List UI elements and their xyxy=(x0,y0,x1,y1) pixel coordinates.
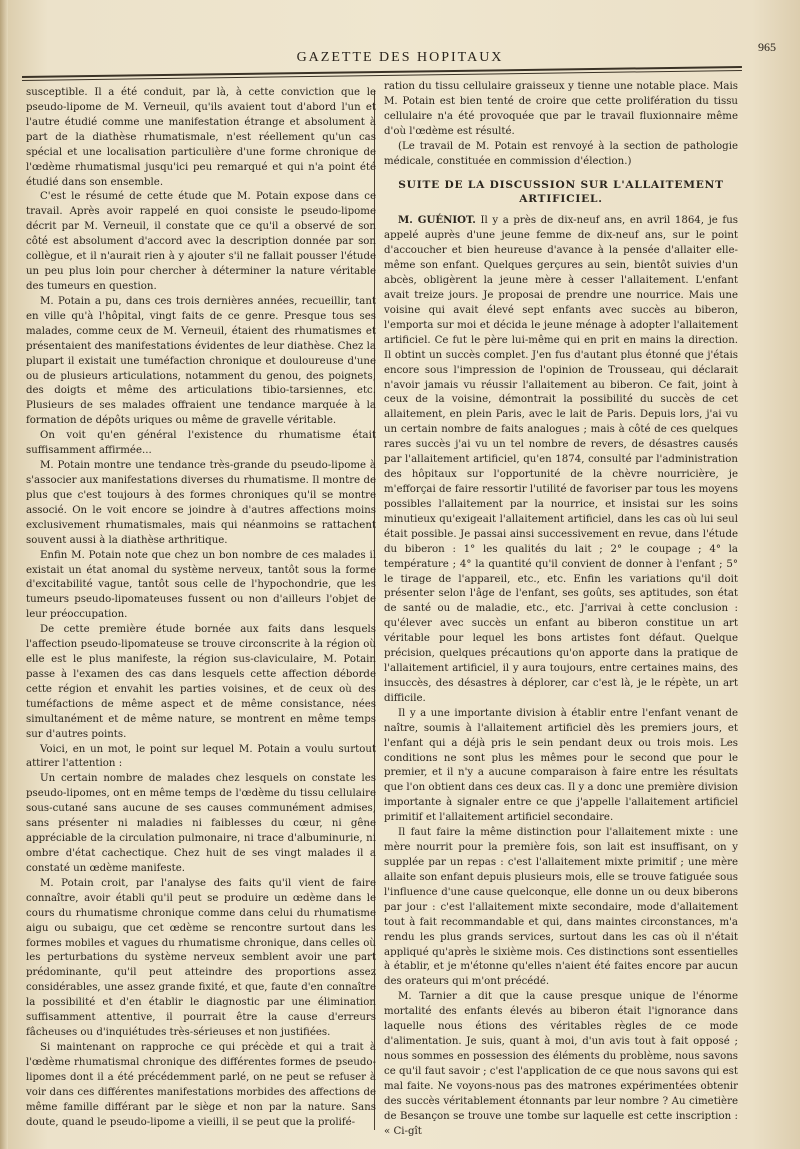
right-paragraph: ration du tissu cellulaire graisseux y tienne une notable place. Mais M. Potain est bien tenté de croire que cette prolifération du tissu cellulaire n'a été provoquée que par le travail fluxionnaire même d'où l'œdème est résulté. xyxy=(384,81,738,137)
left-paragraph: Voici, en un mot, le point sur lequel M. Potain a voulu surtout attirer l'attention : xyxy=(26,743,376,770)
left-paragraph: On voit qu'en général l'existence du rhumatisme était suffisamment affirmée... xyxy=(26,430,376,457)
left-paragraph: Enfin M. Potain note que chez un bon nombre de ces malades il existait un état anomal du système nerveux, tantôt sous la forme d'excitabilité vague, tantôt sous celle de l'hypochondrie, que les tumeurs pseudo-lipomateuses fussent ou non d'ailleurs l'objet de leur préoccupation. xyxy=(26,549,376,621)
speaker-paragraph xyxy=(384,213,738,706)
page-number: 965 xyxy=(758,40,776,54)
speaker-name: M. GUÉNIOT. xyxy=(398,214,476,227)
left-paragraph: M. Potain montre une tendance très-grande du pseudo-lipome à s'associer aux manifestations diverses du rhumatisme. Il montre de plus que c'est toujours à des formes chroniques qu'il se montre associé. On le voit encore se joindre à d'autres affections moins exclusivement rhumatismales, mais qui néanmoins se rattachent souvent aussi à la diathèse arthritique. xyxy=(26,460,376,546)
right-paragraph: M. Tarnier a dit que la cause presque unique de l'énorme mortalité des enfants élevés au biberon était l'ignorance dans laquelle nous étions des véritables règles de ce mode d'alimentation. Je suis, quant à moi, d'un avis tout à fait opposé ; nous sommes en possession des éléments du problème, nous savons ce qu'il faut savoir ; c'est l'application de ce que nous savons qui est mal faite. Ne voyons-nous pas des matrones expérimentées obtenir des succès véritablement étonnants par leur nombre ? Au cimetière de Besançon se trouve une tombe sur laquelle est cette inscription : « Ci-gît xyxy=(384,991,738,1137)
left-paragraph: De cette première étude bornée aux faits dans lesquels l'affection pseudo-lipomateuse se trouve circonscrite à la région où elle est le plus manifeste, la région sus-claviculaire, M. Potain passe à l'examen des cas dans lesquels cette affection déborde cette région et envahit les parties voisines, et de ceux où des tuméfactions de même aspect et de même consistance, nées simultanément et de même nature, se montrent en même temps sur d'autres points. xyxy=(26,624,376,740)
left-paragraph: M. Potain a pu, dans ces trois dernières années, recueillir, tant en ville qu'à l'hôpital, vingt faits de ce genre. Presque tous ses malades, comme ceux de M. Verneuil, étaient des rhumatismes et présentaient des manifestations évidentes de leur diathèse. Chez la plupart il existait une tuméfaction chronique et douloureuse d'une ou de plusieurs articulations, notamment du genou, des poignets, des doigts et même des articulations tibio-tarsiennes, etc. Plusieurs de ses malades offraient une tendance marquée à la formation de dépôts uriques ou même de gravelle véritable. xyxy=(26,295,376,427)
left-paragraph: C'est le résumé de cette étude que M. Potain expose dans ce travail. Après avoir rappelé en quoi consiste le pseudo-lipome décrit par M. Verneuil, il constate que ce qu'il a observé de son côté est absolument d'accord avec la description donnée par son collègue, et il n'aurait rien à y ajouter s'il ne fallait pousser l'étude un peu plus loin pour chercher à déterminer la nature véritable des tumeurs en question. xyxy=(26,191,376,292)
left-paragraph: M. Potain croit, par l'analyse des faits qu'il vient de faire connaître, avoir établi qu'il peut se produire un œdème dans le cours du rhumatisme chronique comme dans celui du rhumatisme aigu ou subaigu, que cet œdème se rencontre surtout dans les formes mobiles et vagues du rhumatisme chronique, dans celles où les perturbations du système nerveux semblent avoir une part prédominante, qu'il peut atteindre des proportions assez considérables, une assez grande fixité, et que, faute d'en connaître la possibilité et d'en établir le diagnostic par une élimination suffisamment attentive, il pourrait être la cause d'erreurs fâcheuses ou d'inquiétudes très-sérieuses et non justifiées. xyxy=(26,877,376,1039)
left-paragraph: Si maintenant on rapproche ce qui précède et qui a trait à l'œdème rhumatismal chronique des différentes formes de pseudo-lipomes dont il a été précédemment parlé, on ne peut se refuser à voir dans ces différentes manifestations morbides des affections de même famille différant par le siège et non par la nature. Sans doute, quand le pseudo-lipome a vieilli, il se peut que la prolifé- xyxy=(26,1042,376,1128)
right-paragraph: Il faut faire la même distinction pour l'allaitement mixte : une mère nourrit pour la première fois, son lait est insuffisant, on y supplée par un repas : c'est l'allaitement mixte primitif ; une mère allaite son enfant depuis plusieurs mois, elle se trouve fatiguée sous l'influence d'une cause quelconque, elle donne un ou deux biberons par jour : c'est l'allaitement mixte secondaire, mode d'allaitement tout à fait recommandable et qui, dans maintes circonstances, m'a rendu les plus grands services, surtout dans les cas où il n'était appliqué qu'après le sixième mois. Ces distinctions sont essentielles à établir, et je m'étonne qu'elles n'aient été faites encore par aucun des orateurs qui m'ont précédé. xyxy=(384,827,738,988)
right-paragraph: (Le travail de M. Potain est renvoyé à la section de pathologie médicale, constituée en commission d'élection.) xyxy=(384,140,738,167)
page-spine-shadow xyxy=(0,0,8,1149)
left-paragraph: Un certain nombre de malades chez lesquels on constate les pseudo-lipomes, ont en même temps de l'œdème du tissu cellulaire sous-cutané sans aucune de ses causes communément admises, sans présenter ni maladies ni faiblesses du cœur, ni gêne appréciable de la circulation pulmonaire, ni trace d'albuminurie, ni ombre d'état cachectique. Chez huit de ses vingt malades il a constaté un œdème manifeste. xyxy=(26,773,376,874)
left-column xyxy=(26,86,376,1131)
journal-title: GAZETTE DES HOPITAUX xyxy=(296,50,504,65)
section-heading: SUITE DE LA DISCUSSION SUR L'ALLAITEMENT ARTIFICIEL. xyxy=(398,178,724,206)
right-paragraph: Il y a une importante division à établir entre l'enfant venant de naître, soumis à l'allaitement artificiel dès les premiers jours, et l'enfant qui a déjà pris le sein pendant deux ou trois mois. Les conditions ne sont plus les mêmes pour le second que pour le premier, et il n'y a aucune comparaison à faire entre les résultats que l'on obtient dans ces deux cas. Il y a donc une première division importante à signaler entre ce que j'appelle l'allaitement artificiel primitif et l'allaitement artificiel secondaire. xyxy=(384,707,738,824)
left-paragraph: susceptible. Il a été conduit, par là, à cette conviction que le pseudo-lipome de M. Verneuil, qu'ils avaient tout d'abord l'un et l'autre étudié comme une manifestation étrange et absolument à part de la diathèse rhumatismale, n'est réellement qu'un cas spécial et une localisation particulière d'une forme chronique de l'œdème rhumatismal jusqu'ici peu remarqué et qui n'a point été étudié dans son ensemble. xyxy=(26,87,376,188)
right-column xyxy=(384,80,738,1140)
speaker-text: Il y a près de dix-neuf ans, en avril 1864, je fus appelé auprès d'une jeune femme de dix-neuf ans, sur le point d'accoucher et bien heureuse d'avance à la pensée d'allaiter elle-même son enfant. Quelques gerçures au sein, bientôt suivies d'un abcès, obligèrent la jeune mère à cesser l'allaitement. L'enfant avait treize jours. Je proposai de prendre une nourrice. Mais une voisine qui avait élevé sept enfants avec succès au biberon, l'emporta sur moi et décida le jeune ménage à adopter l'allaitement artificiel. Ce fut le père lui-même qui en prit en mains la direction. Il obtint un succès complet. J'en fus d'autant plus étonné que j'étais encore sous l'impression de l'opinion de Trousseau, qui déclarait n'avoir jamais vu réussir l'allaitement au biberon. Ce fait, joint à ceux de la voisine, démontrait la possibilité du succès de cet allaitement, en plein Paris, avec le lait de Paris. Depuis lors, j'ai vu un certain nombre de faits analogues ; mais à côté de ces quelques rares succès j'ai vu un tel nombre de revers, de désastres causés par l'allaitement artificiel, qu'en 1874, consulté par l'administration des hôpitaux sur l'opportunité de la chèvre nourricière, je m'efforçai de faire ressortir l'utilité de favoriser par tous les moyens possibles l'allaitement par la nourrice, et insistai sur les soins minutieux qu'exigeait l'allaitement artificiel, dans les cas où lui seul était possible. Je passai ainsi successivement en revue, dans l'étude du biberon : 1° les qualités du lait ; 2° le coupage ; 4° la température ; 4° la quantité qu'il convient de donner à l'enfant ; 5° le tirage de l'appareil, etc., etc. Enfin les variations qu'il doit présenter selon l'âge de l'enfant, ses goûts, ses aptitudes, son état de santé ou de maladie, etc., etc. J'arrivai à cette conclusion : qu'élever avec succès un enfant au biberon constitue un art véritable pour lequel les bons artistes font défaut. Quelque précision, quelques précautions qu'on apporte dans la pratique de l'allaitement artificiel, il y aura toujours, entre certaines mains, des insuccès, des désastres à déplorer, car c'est là, je le répète, un art difficile. xyxy=(384,215,738,704)
